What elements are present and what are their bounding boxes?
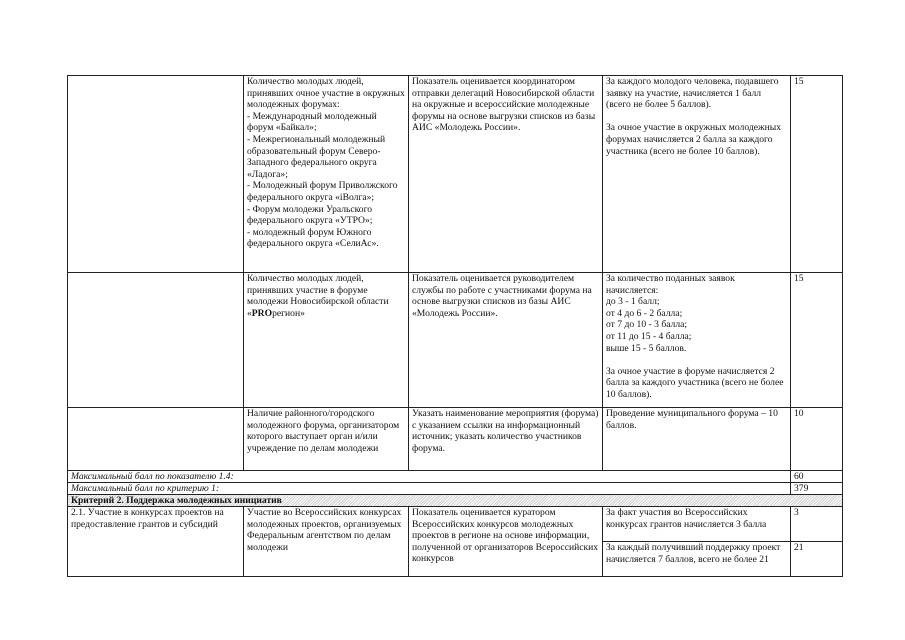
indicator-cell (244, 273, 409, 408)
method-cell: Показатель оценивается куратором Всероссийских конкурсов молодежных проектов в регионе на основе информации, полученной от организаторов Всероссийских конкурсов (409, 507, 603, 577)
scoring-cell: За каждого молодого человека, подавшего заявку на участие, начисляется 1 балл (всего не более 5 баллов). За очное участие в окружных молодежных форумах начисляется 2 балла за каждого участника (всего не более 10 баллов). (603, 76, 791, 273)
max-score-cell: 21 (791, 542, 843, 577)
table-row (68, 273, 843, 408)
total-label: Максимальный балл по показателю 1.4: (68, 471, 791, 483)
table-row (68, 76, 843, 273)
criteria-table (67, 75, 843, 577)
indicator-text-bold: PRO (251, 307, 273, 319)
total-row (68, 471, 843, 483)
max-score-cell: 15 (791, 76, 843, 273)
method-cell: Показатель оценивается координатором отправки делегаций Новосибирской области на окружные и всероссийские молодежные форумы на основе выгрузки списков из базы АИС «Молодежь России». (409, 76, 603, 273)
max-score-cell: 10 (791, 408, 843, 471)
max-score-cell: 15 (791, 273, 843, 408)
indicator-cell: Количество молодых людей, принявших очное участие в окружных молодежных форумах: - Международный молодежный форум «Байкал»; - Межрегиональный молодежный образовательный форум Северо-Западного федерального округа «Ладога»; - Молодежный форум Приволжского федерального округа «iВолга»; - Форум молодежи Уральского федерального округа «УТРО»; - молодежный форум Южного федерального округа «СелиАс». (244, 76, 409, 273)
total-value: 60 (791, 471, 843, 483)
scoring-cell: Проведение муниципального форума – 10 баллов. (603, 408, 791, 471)
criterion-title: Критерий 2. Поддержка молодежных инициатив (68, 495, 843, 507)
table-row (68, 507, 843, 542)
section-cell (68, 76, 244, 273)
section-cell (68, 273, 244, 408)
section-cell: 2.1. Участие в конкурсах проектов на предоставление грантов и субсидий (68, 507, 244, 577)
section-cell (68, 408, 244, 471)
total-row (68, 483, 843, 495)
scoring-cell: За факт участия во Всероссийских конкурсах грантов начисляется 3 балла (603, 507, 791, 542)
indicator-text-post: регион» (272, 307, 305, 319)
scoring-cell: За каждый получивший поддержку проект начисляется 7 баллов, всего не более 21 (603, 542, 791, 577)
indicator-cell: Наличие районного/городского молодежного форума, организатором которого выступает орган и/или учреждение по делам молодежи (244, 408, 409, 471)
method-cell: Указать наименование мероприятия (форума) с указанием ссылки на информационный источник; указать количество участников форума. (409, 408, 603, 471)
scoring-cell: За количество поданных заявок начисляется: до 3 - 1 балл; от 4 до 6 - 2 балла; от 7 до 10 - 3 балла; от 11 до 15 - 4 балла; выше 15 - 5 баллов. За очное участие в форуме начисляется 2 балла за каждого участника (всего не более 10 баллов). (603, 273, 791, 408)
total-value: 379 (791, 483, 843, 495)
method-cell: Показатель оценивается руководителем службы по работе с участниками форума на основе выгрузки списков из базы АИС «Молодежь России». (409, 273, 603, 408)
indicator-cell: Участие во Всероссийских конкурсах молодежных проектов, организуемых Федеральным агентством по делам молодежи (244, 507, 409, 577)
max-score-cell: 3 (791, 507, 843, 542)
indicator-text-pre: Количество молодых людей, принявших участие в форуме молодежи Новосибирской области « (247, 273, 389, 319)
table-row (68, 408, 843, 471)
total-label: Максимальный балл по критерию 1: (68, 483, 791, 495)
criterion-header-row (68, 495, 843, 507)
